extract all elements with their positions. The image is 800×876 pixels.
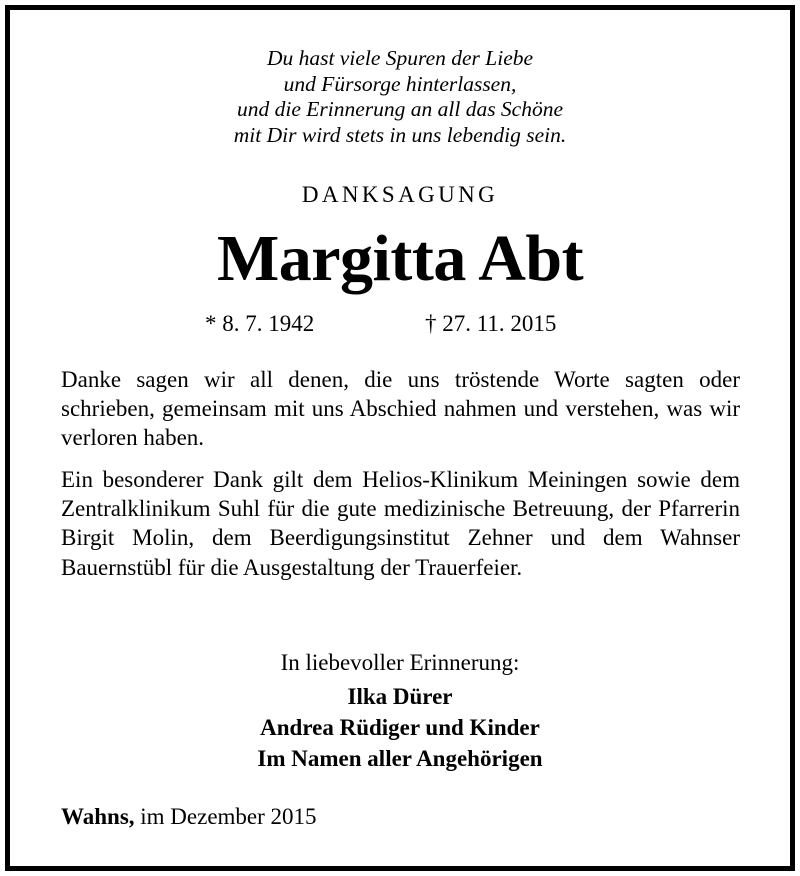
family-member: Im Namen aller Angehörigen: [257, 746, 543, 771]
notice-date: im Dezember 2015: [140, 804, 317, 829]
place-date-line: [61, 802, 317, 832]
thanks-paragraph: Danke sagen wir all denen, die uns tröstende Worte sagten oder schrieben, gemeinsam mit uns Abschied nahmen und verstehen, was wir verloren haben.: [61, 367, 740, 451]
deceased-name: Margitta Abt: [216, 222, 584, 295]
poem-line: mit Dir wird stets in uns lebendig sein.: [233, 122, 567, 147]
family-signatures: [0, 681, 800, 774]
place-name: Wahns,: [61, 804, 135, 829]
death-date: † 27. 11. 2015: [425, 311, 557, 336]
notice-heading: DANKSAGUNG: [301, 182, 499, 207]
family-member: Andrea Rüdiger und Kinder: [260, 715, 540, 740]
birth-date: * 8. 7. 1942: [205, 311, 315, 336]
memory-line: In liebevoller Erinnerung:: [280, 650, 520, 675]
special-thanks-paragraph: Ein besonderer Dank gilt dem Helios-Klinikum Meiningen sowie dem Zentralklinikum Suhl für die gute medizinische Betreuung, der Pfarrerin Birgit Molin, dem Beerdigungsinstitut Zehner und dem Wahnser Bauernstübl für die Ausgestaltung der Trauerfeier.: [61, 467, 740, 580]
poem-line: und die Erinnerung an all das Schöne: [236, 97, 564, 121]
memorial-poem: [0, 46, 800, 148]
poem-line: Du hast viele Spuren der Liebe: [266, 46, 534, 70]
family-member: Ilka Dürer: [347, 684, 453, 709]
poem-line: und Fürsorge hinterlassen,: [283, 71, 517, 96]
